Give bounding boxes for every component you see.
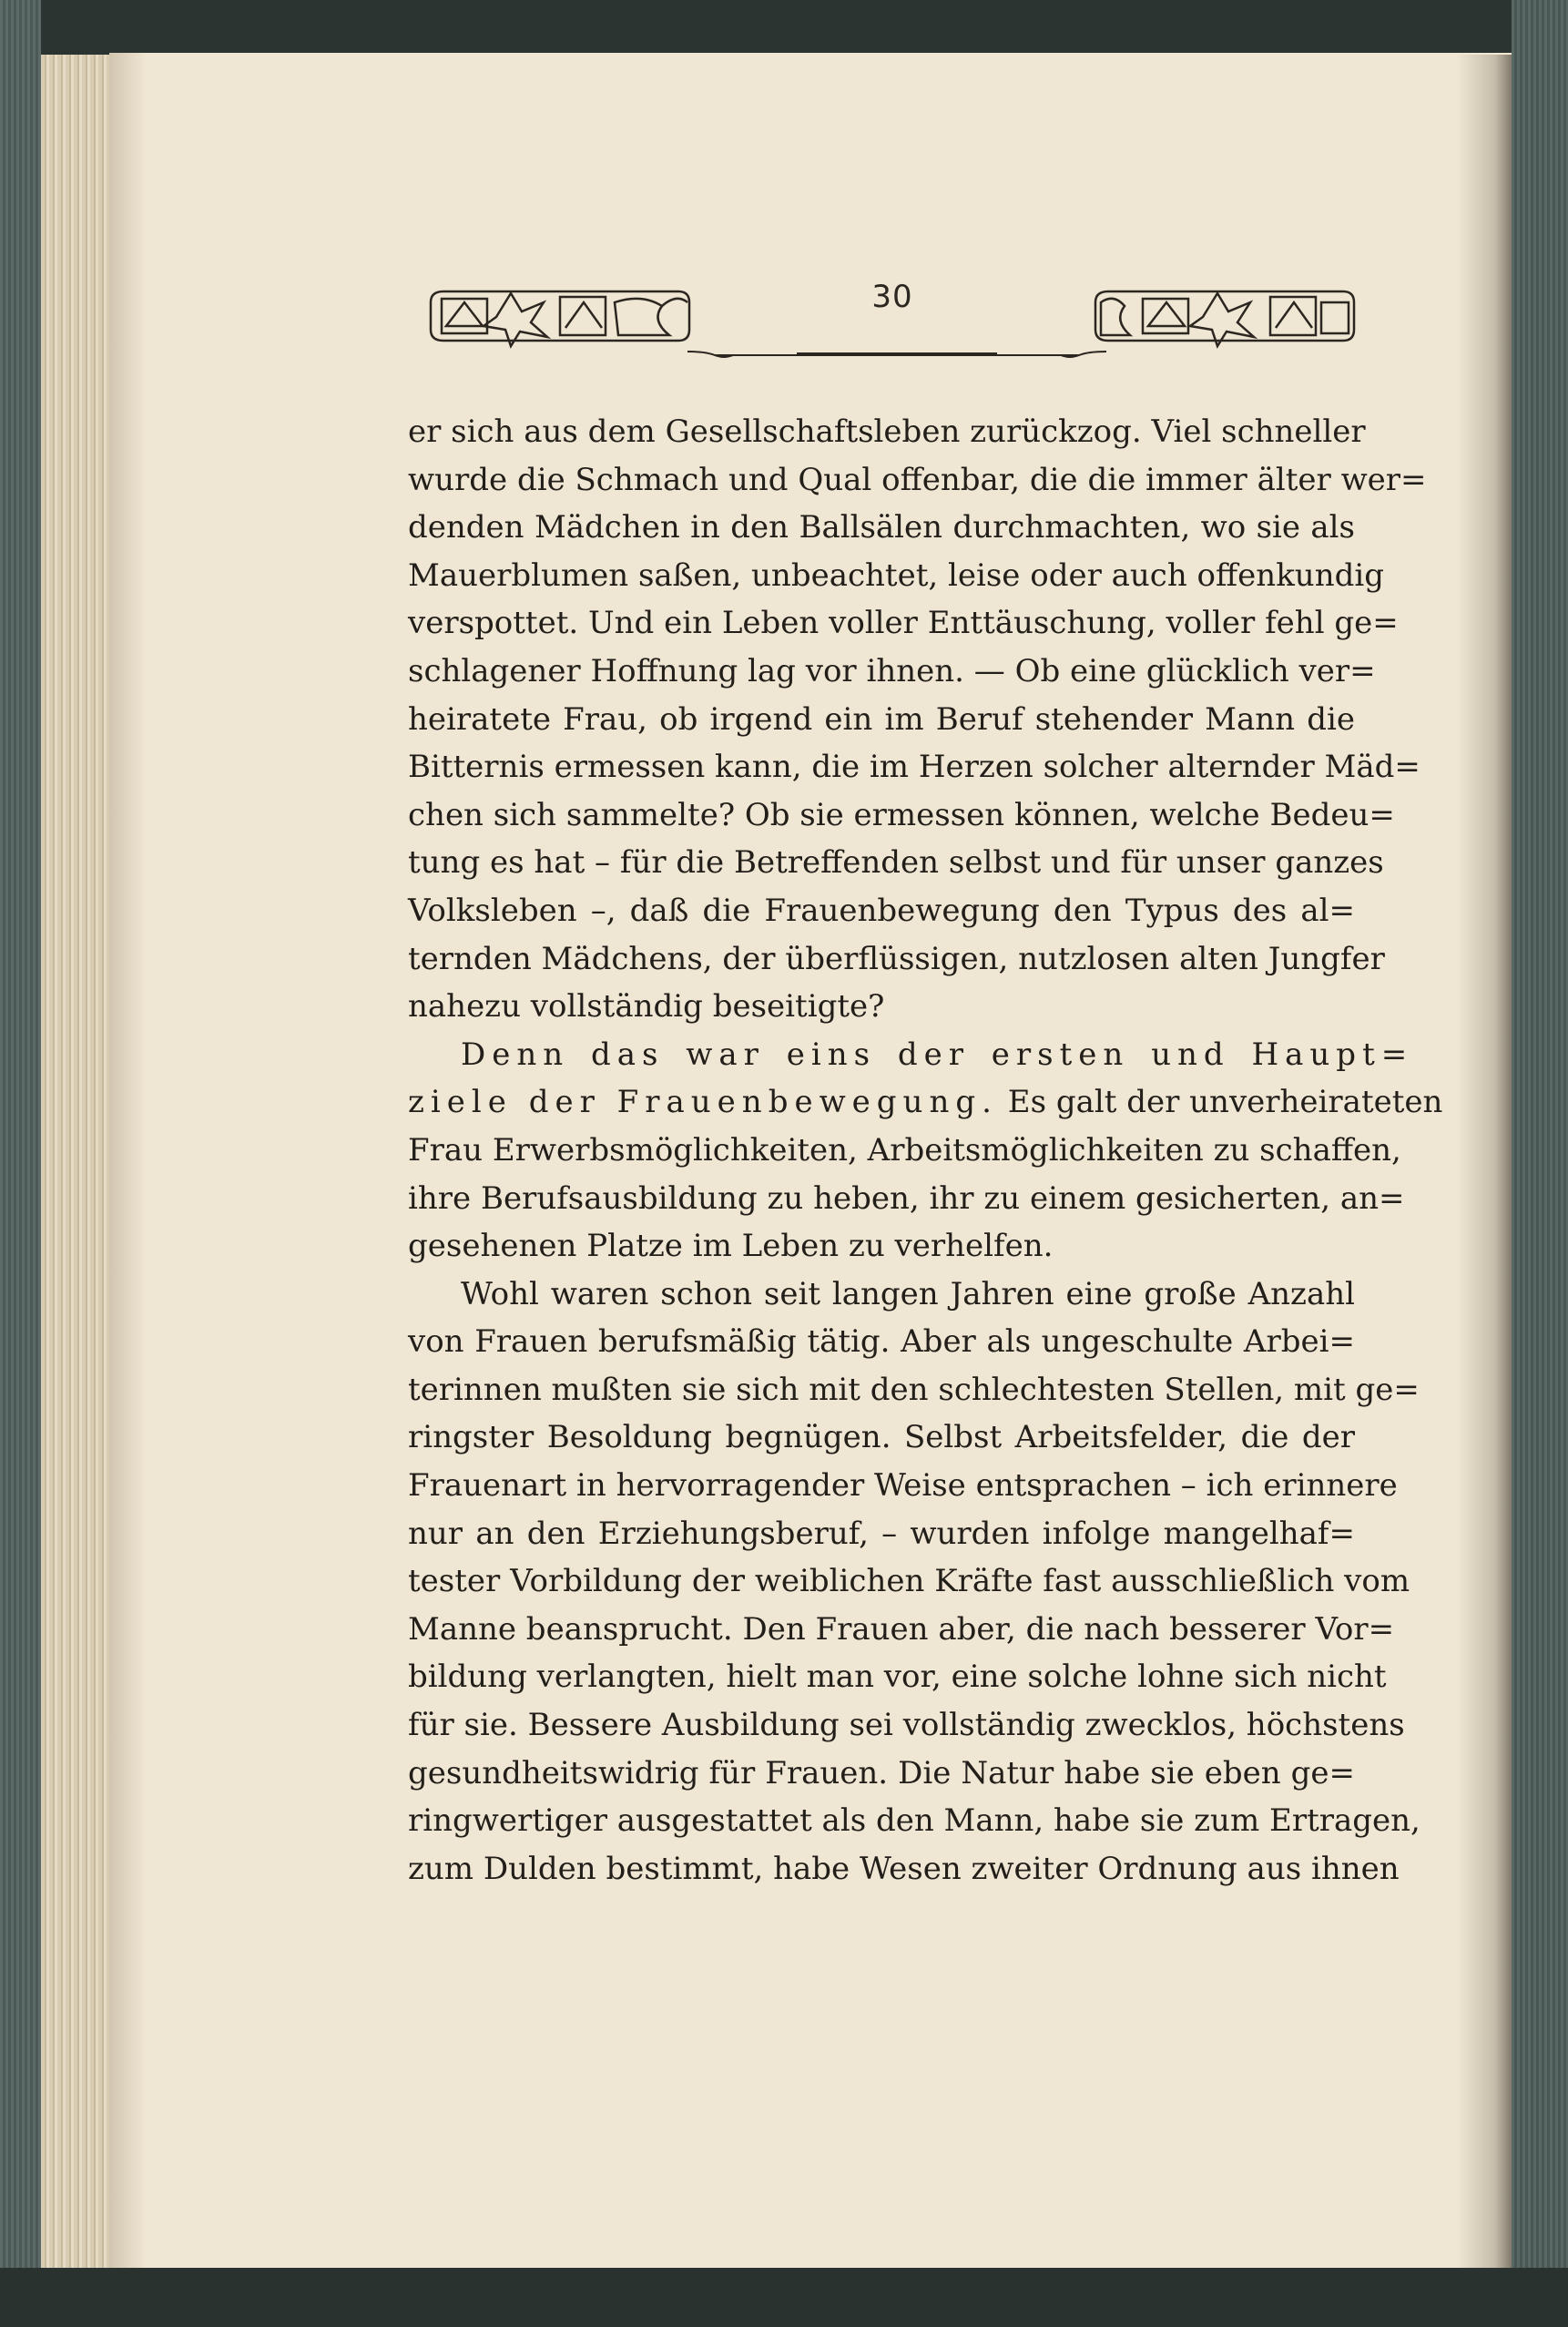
text-line: Bitternis ermessen kann, die im Herzen solcher alternder Mäd= xyxy=(408,749,1420,786)
text-line: ihre Berufsausbildung zu heben, ihr zu einem gesicherten, an= xyxy=(408,1179,1405,1217)
text-line: Volksleben –, daß die Frauenbewegung den Typus des al= xyxy=(408,892,1355,929)
text-line: Mauerblumen saßen, unbeachtet, leise oder auch offenkundig xyxy=(408,556,1384,594)
page-edges xyxy=(41,55,112,2268)
leaf-ornament-right xyxy=(1088,266,1361,357)
text-line: wurde die Schmach und Qual offenbar, die die immer älter wer= xyxy=(408,461,1427,498)
text-line: tung es hat – für die Betreffenden selbst und für unser ganzes xyxy=(408,844,1384,882)
page-fold-shadow xyxy=(1457,55,1512,2268)
text-line: Frauenart in hervorragender Weise entsprachen – ich erinnere xyxy=(408,1467,1398,1505)
emphasized-text: ziele der Frauenbewegung. xyxy=(408,1084,998,1121)
text-line: Manne beansprucht. Den Frauen aber, die nach besserer Vor= xyxy=(408,1610,1395,1648)
book-cover-bottom xyxy=(0,2268,1568,2327)
page-gutter-shadow xyxy=(109,53,146,2268)
text-line: schlagener Hoffnung lag vor ihnen. — Ob eine glücklich ver= xyxy=(408,652,1376,689)
text-line: Wohl waren schon seit langen Jahren eine große Anzahl xyxy=(461,1275,1355,1312)
text-line: ringster Besoldung begnügen. Selbst Arbeitsfelder, die der xyxy=(408,1419,1355,1456)
leaf-ornament-left xyxy=(423,266,697,357)
header-rule xyxy=(687,346,1106,361)
text-line: er sich aus dem Gesellschaftsleben zurückzog. Viel schneller xyxy=(408,413,1366,450)
text-line: nur an den Erziehungsberuf, – wurden infolge mangelhaf= xyxy=(408,1515,1355,1552)
text-line: tester Vorbildung der weiblichen Kräfte fast ausschließlich vom xyxy=(408,1563,1410,1600)
text-line: Frau Erwerbsmöglichkeiten, Arbeitsmöglichkeiten zu schaffen, xyxy=(408,1131,1401,1169)
text-line: heiratete Frau, ob irgend ein im Beruf stehender Mann die xyxy=(408,700,1355,738)
text-line: von Frauen berufsmäßig tätig. Aber als ungeschulte Arbei= xyxy=(408,1323,1355,1361)
text-line: gesundheitswidrig für Frauen. Die Natur habe sie eben ge= xyxy=(408,1754,1355,1791)
text-line-spaced: Denn das war eins der ersten und Haupt= xyxy=(461,1036,1414,1073)
text-line: verspottet. Und ein Leben voller Enttäuschung, voller fehl ge= xyxy=(408,605,1399,642)
page-header xyxy=(423,266,1361,366)
body-text xyxy=(408,408,1443,1893)
text-line: bildung verlangten, hielt man vor, eine solche lohne sich nicht xyxy=(408,1658,1387,1696)
text-line: chen sich sammelte? Ob sie ermessen können, welche Bedeu= xyxy=(408,796,1395,833)
page-number: 30 xyxy=(871,279,913,315)
text-fragment: Es galt der unverheirateten xyxy=(1007,1084,1443,1121)
book-cover-left xyxy=(0,0,41,2327)
text-line: zum Dulden bestimmt, habe Wesen zweiter Ordnung aus ihnen xyxy=(408,1850,1400,1887)
text-line: ternden Mädchens, der überflüssigen, nutzlosen alten Jungfer xyxy=(408,940,1385,977)
book-cover-right xyxy=(1512,0,1568,2327)
text-line-mixed xyxy=(408,1078,1443,1127)
text-line: gesehenen Platze im Leben zu verhelfen. xyxy=(408,1228,1054,1265)
text-line: nahezu vollständig beseitigte? xyxy=(408,988,885,1026)
text-line: denden Mädchen in den Ballsälen durchmachten, wo sie als xyxy=(408,509,1355,546)
text-line: terinnen mußten sie sich mit den schlechtesten Stellen, mit ge= xyxy=(408,1371,1420,1408)
text-line: für sie. Bessere Ausbildung sei vollständig zwecklos, höchstens xyxy=(408,1707,1405,1744)
text-line: ringwertiger ausgestattet als den Mann, habe sie zum Ertragen, xyxy=(408,1802,1420,1840)
